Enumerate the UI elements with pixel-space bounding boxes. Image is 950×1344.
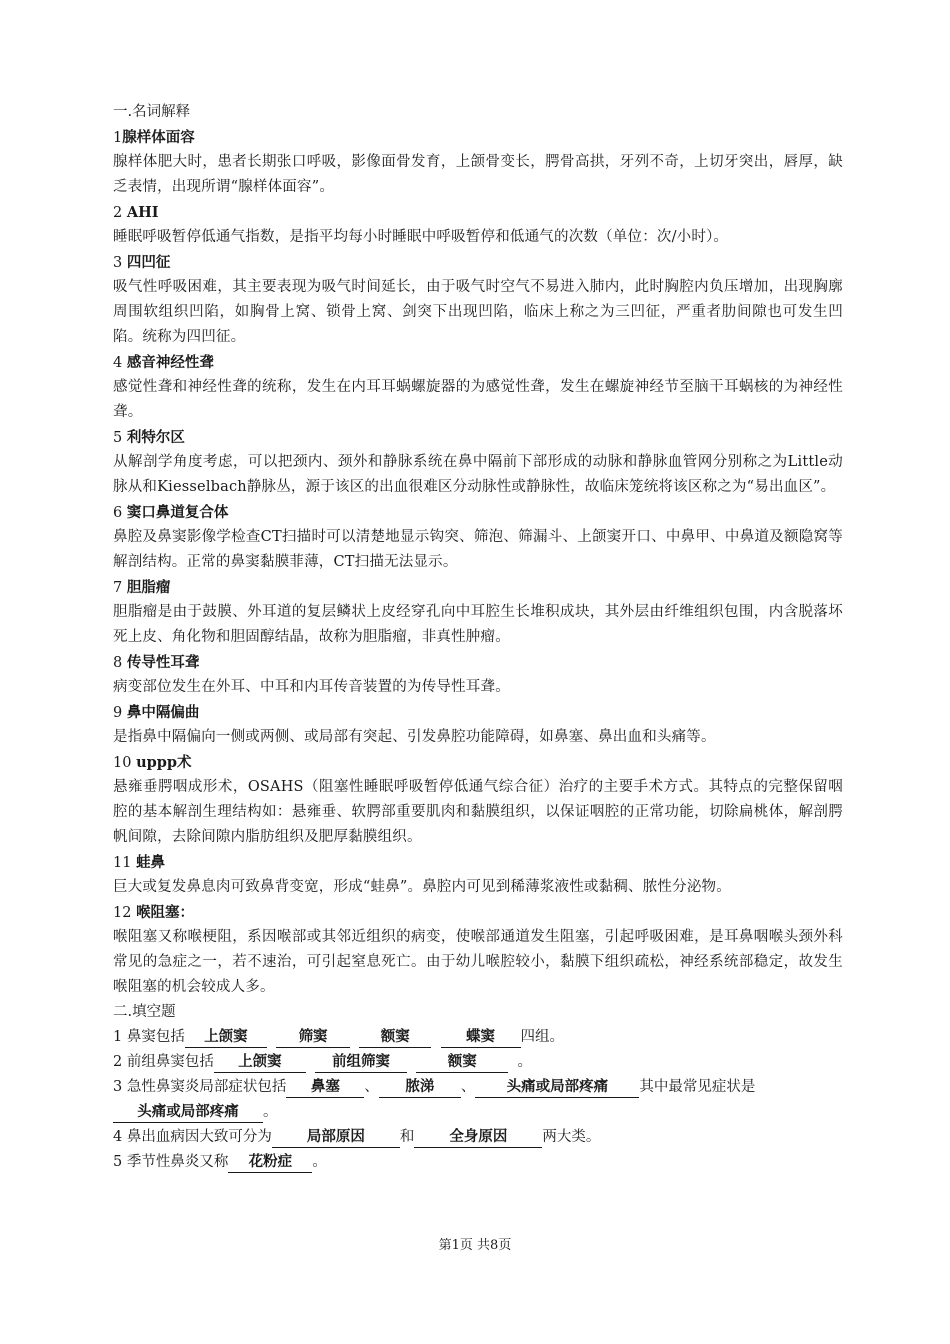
term-number: 2 [113,205,127,221]
question-text: 两大类。 [542,1129,601,1145]
question-text: 、 [364,1079,379,1095]
term-definition: 巨大或复发鼻息肉可致鼻背变宽，形成“蛙鼻”。鼻腔内可见到稀薄浆液性或黏稠、脓性分泌物。 [113,879,731,895]
term-heading [113,500,843,525]
term-number: 8 [113,655,127,671]
term-definition: 吸气性呼吸困难，其主要表现为吸气时间延长，由于吸气时空气不易进入肺内，此时胸腔内负压增加，出现胸廓周围软组织凹陷，如胸骨上窝、锁骨上窝、剑突下出现凹陷，临床上称之为三凹征，严重者肋间隙也可发生凹陷。统称为四凹征。 [113,279,843,345]
term-name: uppp术 [136,754,192,771]
answer-blank: 全身原因 [414,1127,542,1148]
term-number: 11 [113,855,137,871]
question-text: 2 前组鼻窦包括 [113,1054,214,1070]
answer-blank: 额窦 [416,1052,508,1073]
fill-question-4 [113,1125,843,1150]
term-definition: 鼻腔及鼻窦影像学检查CT扫描时可以清楚地显示钩突、筛泡、筛漏斗、上颌窦开口、中鼻甲、中鼻道及额隐窝等解剖结构。正常的鼻窦黏膜菲薄，CT扫描无法显示。 [113,529,843,570]
term-number: 1 [113,130,123,146]
fill-question-3 [113,1075,843,1100]
question-text: 4 鼻出血病因大致可分为 [113,1129,272,1145]
term-heading [113,700,843,725]
question-text: 。 [263,1104,278,1120]
term-definition: 病变部位发生在外耳、中耳和内耳传音装置的为传导性耳聋。 [113,679,510,695]
term-name: 鼻中隔偏曲 [126,704,200,721]
term-heading [113,900,843,925]
term-name: 腺样体面容 [122,129,195,146]
term-number: 10 [113,755,137,771]
term-name: 喉阻塞： [136,904,195,921]
term-definition: 睡眠呼吸暂停低通气指数，是指平均每小时睡眠中呼吸暂停和低通气的次数（单位：次/小时）。 [113,229,729,245]
term-heading [113,750,843,775]
fill-question-2 [113,1050,843,1075]
answer-blank: 花粉症 [228,1152,312,1173]
term-heading [113,650,843,675]
term-definition: 感觉性聋和神经性聋的统称，发生在内耳耳蜗螺旋器的为感觉性聋，发生在螺旋神经节至脑干耳蜗核的为神经性聋。 [113,379,843,420]
answer-blank: 脓涕 [379,1077,461,1098]
term-number: 6 [113,505,127,521]
term-heading [113,425,843,450]
term-number: 12 [113,905,137,921]
term-name: AHI [126,204,159,221]
question-text: 四组。 [520,1029,564,1045]
term-number: 7 [113,580,127,596]
term-definition: 腺样体肥大时，患者长期张口呼吸，影像面骨发育，上颌骨变长，腭骨高拱，牙列不奇，上切牙突出，唇厚，缺乏表情，出现所谓“腺样体面容”。 [113,154,843,195]
page-content [113,100,843,1175]
answer-blank: 上颌窦 [185,1027,267,1048]
term-name: 窦口鼻道复合体 [126,504,229,521]
term-name: 胆脂瘤 [126,579,171,596]
term-number: 4 [113,355,127,371]
answer-blank: 局部原因 [272,1127,400,1148]
page-footer: 第1页 共8页 [438,1238,512,1253]
term-heading [113,250,843,275]
fill-question-1 [113,1025,843,1050]
question-text: 5 季节性鼻炎又称 [113,1154,229,1170]
question-text: 其中最常见症状是 [639,1079,756,1095]
term-number: 3 [113,255,127,271]
term-heading [113,350,843,375]
term-name: 传导性耳聋 [126,654,200,671]
term-heading [113,125,843,150]
question-text: 3 急性鼻窦炎局部症状包括 [113,1079,287,1095]
term-name: 感音神经性聋 [126,354,214,371]
answer-blank: 蝶窦 [441,1027,521,1048]
term-name: 利特尔区 [126,429,185,446]
answer-blank: 头痛或局部疼痛 [113,1102,263,1123]
term-number: 5 [113,430,127,446]
section-title-fill-blanks: 二.填空题 [113,1004,176,1020]
term-name: 四凹征 [126,254,171,271]
term-number: 9 [113,705,127,721]
fill-question-5 [113,1150,843,1175]
answer-blank: 鼻塞 [286,1077,364,1098]
term-definition: 胆脂瘤是由于鼓膜、外耳道的复层鳞状上皮经穿孔向中耳腔生长堆积成块，其外层由纤维组织包围，内含脱落坏死上皮、角化物和胆固醇结晶，故称为胆脂瘤，非真性肿瘤。 [113,604,843,645]
fill-question-3-continued [113,1100,843,1125]
term-list [113,125,843,1000]
section-title-definitions: 一.名词解释 [113,104,191,120]
term-heading [113,575,843,600]
term-heading [113,200,843,225]
term-definition: 是指鼻中隔偏向一侧或两侧、或局部有突起、引发鼻腔功能障碍，如鼻塞、鼻出血和头痛等。 [113,729,716,745]
answer-blank: 上颌窦 [214,1052,306,1073]
answer-blank: 前组筛窦 [315,1052,407,1073]
answer-blank: 额窦 [359,1027,431,1048]
term-definition: 悬雍垂腭咽成形术，OSAHS（阻塞性睡眠呼吸暂停低通气综合征）治疗的主要手术方式。其特点的完整保留咽腔的基本解剖生理结构如：悬雍垂、软腭部重要肌肉和黏膜组织，以保证咽腔的正常功能，切除扁桃体，解剖腭帆间隙，去除间隙内脂肪组织及肥厚黏膜组织。 [113,779,843,845]
term-name: 蛙鼻 [136,854,166,871]
term-definition: 从解剖学角度考虑，可以把颈内、颈外和静脉系统在鼻中隔前下部形成的动脉和静脉血管网分别称之为Little动脉从和Kiesselbach静脉丛，源于该区的出血很难区分动脉性或静脉性，故临床笼统将该区称之为“易出血区”。 [113,454,843,495]
answer-blank: 筛窦 [276,1027,350,1048]
term-heading [113,850,843,875]
answer-blank: 头痛或局部疼痛 [475,1077,639,1098]
question-text: 和 [399,1129,415,1145]
question-text: 1 鼻窦包括 [113,1029,185,1045]
question-text: 。 [312,1154,327,1170]
question-text: 、 [460,1079,476,1095]
question-text: 。 [517,1054,532,1070]
term-definition: 喉阻塞又称喉梗阻，系因喉部或其邻近组织的病变，使喉部通道发生阻塞，引起呼吸困难，是耳鼻咽喉头颈外科常见的急症之一，若不速治，可引起窒息死亡。由于幼儿喉腔较小，黏膜下组织疏松，神经系统部稳定，故发生喉阻塞的机会较成人多。 [113,929,843,995]
